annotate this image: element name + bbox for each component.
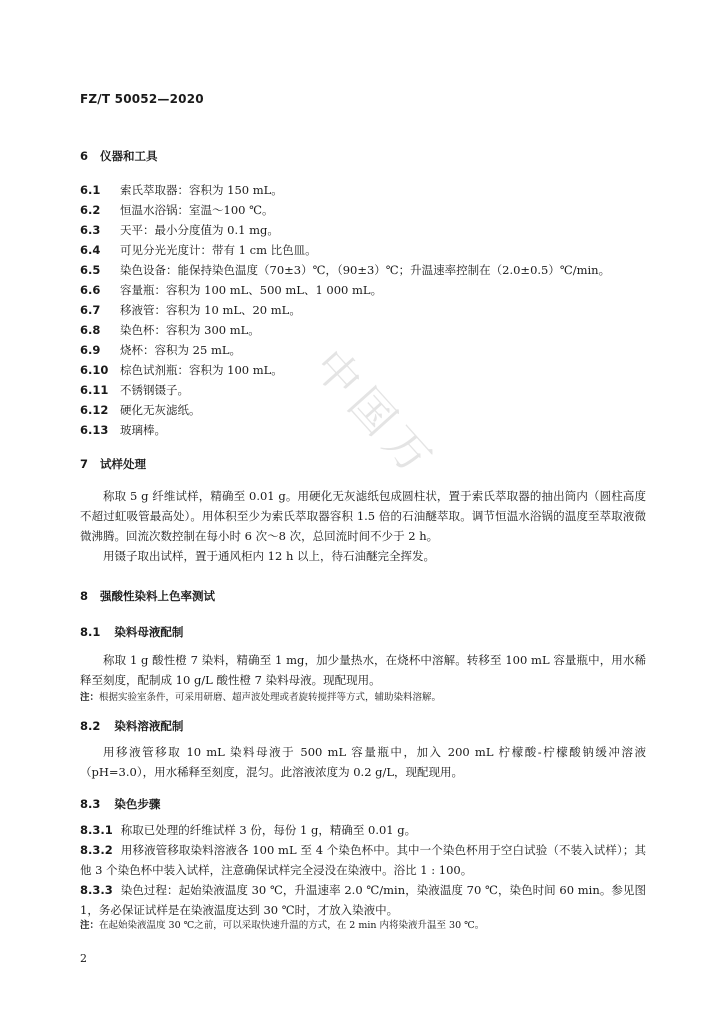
note-text: 根据实验室条件，可采用研磨、超声波处理或者旋转搅拌等方式，辅助染料溶解。 — [99, 692, 442, 703]
item-text: 天平：最小分度值为 0.1 mg。 — [120, 223, 279, 237]
section-title: 仪器和工具 — [100, 149, 158, 163]
paragraph: 用镊子取出试样，置于通风柜内 12 h 以上，待石油醚完全挥发。 — [103, 549, 436, 563]
item-text: 容量瓶：容积为 100 mL、500 mL、1 000 mL。 — [120, 283, 383, 297]
list-item — [80, 242, 317, 258]
list-item — [80, 342, 241, 358]
list-item — [80, 322, 260, 338]
item-text: 不锈钢镊子。 — [120, 383, 189, 397]
paragraph: 称取 5 g 纤维试样，精确至 0.01 g。用硬化无灰滤纸包成圆柱状，置于索氏萃取器的抽出筒内（圆柱高度不超过虹吸管最高处）。用体积至少为索氏萃取器容积 1.5 倍的石油醚萃取。调节恒温水浴锅的温度至萃取液微微沸腾。回流次数控制在每小时 6 次～8 次，总回流时间不少于 2 h。 — [80, 489, 646, 543]
subsection-number: 8.2 — [80, 719, 101, 733]
item-number: 6.13 — [80, 423, 109, 437]
item-text: 索氏萃取器：容积为 150 mL。 — [120, 183, 283, 197]
item-text: 玻璃棒。 — [120, 423, 166, 437]
note-text: 在起始染液温度 30 ℃之前，可以采取快速升温的方式，在 2 min 内将染液升温至 30 ℃。 — [99, 920, 485, 931]
section-6-heading — [80, 148, 158, 164]
list-item — [80, 202, 273, 218]
paragraph: 用移液管移取 10 mL 染料母液于 500 mL 容量瓶中，加入 200 mL 柠檬酸-柠檬酸钠缓冲溶液（pH=3.0），用水稀释至刻度，混匀。此溶液浓度为 0.2 g/L，现配现用。 — [80, 745, 646, 779]
item-number: 6.9 — [80, 343, 101, 357]
subsection-title: 染色步骤 — [114, 797, 161, 811]
subsection-number: 8.1 — [80, 625, 101, 639]
item-number: 6.4 — [80, 243, 101, 257]
item-text: 移液管：容积为 10 mL、20 mL。 — [120, 303, 301, 317]
item-text: 烧杯：容积为 25 mL。 — [120, 343, 241, 357]
subsection-8-2-heading — [80, 718, 183, 734]
item-number: 6.7 — [80, 303, 101, 317]
list-item — [80, 422, 166, 438]
section-number: 7 — [80, 457, 89, 471]
section-7-heading — [80, 456, 146, 472]
paragraph: 称取 1 g 酸性橙 7 染料，精确至 1 mg，加少量热水，在烧杯中溶解。转移至 100 mL 容量瓶中，用水稀释至刻度，配制成 10 g/L 酸性橙 7 染料母液。现配现用。 — [80, 653, 646, 687]
section-title: 强酸性染料上色率测试 — [100, 589, 216, 603]
item-text: 硬化无灰滤纸。 — [120, 403, 201, 417]
step-text: 称取已处理的纤维试样 3 份，每份 1 g，精确至 0.01 g。 — [120, 823, 417, 837]
list-item — [80, 382, 189, 398]
subsection-8-3-heading — [80, 796, 160, 812]
note — [80, 918, 646, 934]
item-text: 棕色试剂瓶：容积为 100 mL。 — [120, 363, 283, 377]
item-number: 6.2 — [80, 203, 101, 217]
page-number: 2 — [80, 952, 87, 965]
standard-number-header: FZ/T 50052—2020 — [80, 92, 204, 106]
list-item — [80, 402, 201, 418]
numbered-step — [80, 820, 646, 840]
watermark: 中国万 — [303, 339, 446, 491]
step-text: 染色过程：起始染液温度 30 ℃，升温速率 2.0 ℃/min，染液温度 70 ℃，染色时间 60 min。参见图 1，务必保证试样是在染液温度达到 30 ℃时，才放入染液中。 — [80, 883, 646, 917]
note — [80, 690, 646, 706]
item-number: 6.10 — [80, 363, 109, 377]
subsection-title: 染料母液配制 — [114, 625, 184, 639]
section-title: 试样处理 — [100, 457, 147, 471]
subsection-number: 8.3 — [80, 797, 101, 811]
list-item — [80, 362, 283, 378]
list-item — [80, 302, 301, 318]
item-text: 恒温水浴锅：室温～100 ℃。 — [120, 203, 274, 217]
item-text: 可见分光光度计：带有 1 cm 比色皿。 — [120, 243, 317, 257]
list-item — [80, 262, 610, 278]
section-number: 8 — [80, 589, 89, 603]
item-number: 6.3 — [80, 223, 101, 237]
note-label: 注： — [80, 692, 100, 703]
numbered-step — [80, 840, 646, 880]
step-text: 用移液管移取染料溶液各 100 mL 至 4 个染色杯中。其中一个染色杯用于空白试验（不装入试样）；其他 3 个染色杯中装入试样，注意确保试样完全浸没在染液中。浴比 1 : 100。 — [80, 843, 646, 877]
item-text: 染色设备：能保持染色温度（70±3）℃，（90±3）℃；升温速率控制在（2.0±0.5）℃/min。 — [120, 263, 611, 277]
item-number: 6.8 — [80, 323, 101, 337]
section-8-heading — [80, 588, 215, 604]
step-number: 8.3.1 — [80, 823, 113, 837]
section-number: 6 — [80, 149, 89, 163]
item-number: 6.5 — [80, 263, 101, 277]
item-number: 6.12 — [80, 403, 109, 417]
note-label: 注： — [80, 920, 100, 931]
step-number: 8.3.3 — [80, 883, 113, 897]
numbered-step — [80, 880, 646, 920]
subsection-8-1-heading — [80, 624, 183, 640]
step-number: 8.3.2 — [80, 843, 113, 857]
subsection-title: 染料溶液配制 — [114, 719, 184, 733]
item-number: 6.6 — [80, 283, 101, 297]
list-item — [80, 182, 283, 198]
item-text: 染色杯：容积为 300 mL。 — [120, 323, 260, 337]
item-number: 6.1 — [80, 183, 101, 197]
item-number: 6.11 — [80, 383, 109, 397]
list-item — [80, 282, 382, 298]
list-item — [80, 222, 279, 238]
